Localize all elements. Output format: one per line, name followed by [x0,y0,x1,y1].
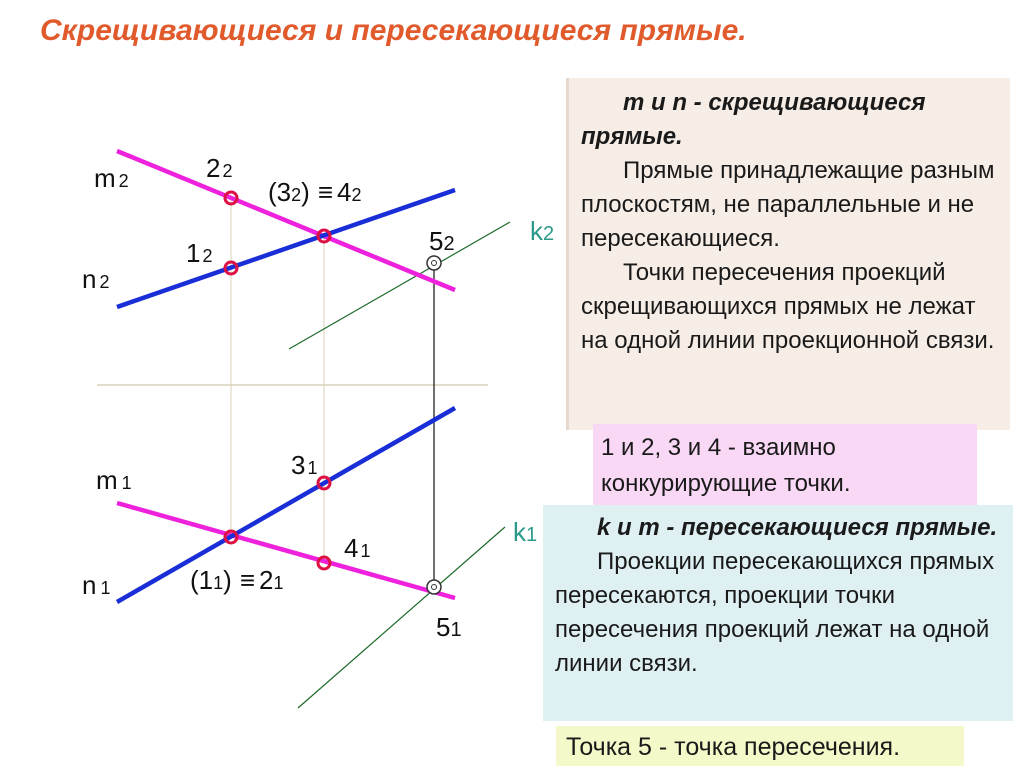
label-m1: m 1 [96,465,132,495]
line-n1 [117,408,455,602]
label-2-2: 2 2 [206,153,233,183]
concurrent-points-box [593,424,977,508]
concurrent-text: 1 и 2, 3 и 4 - взаимно конкурирующие точки. [601,434,851,497]
intersect-para: Проекции пересекающихся прямых пересекаются, проекции точки пересечения проекций лежат на одной линии связи. [555,548,995,677]
label-n1: n 1 [82,570,111,600]
point5-box [556,726,964,766]
skew-lines-box [566,78,1010,430]
intersecting-lines-box [543,505,1013,721]
label-5-2: 52 [429,226,455,256]
label-3-4-2: (32) ≡ 42 [268,177,362,207]
skew-para-1: Прямые принадлежащие разным плоскостям, не параллельные и не пересекающиеся. [581,157,995,252]
point5-text: Точка 5 - точка пересечения. [566,733,901,761]
point-5-2 [427,256,441,270]
label-5-1: 51 [436,612,462,642]
line-m2 [117,151,455,290]
line-n2 [117,190,455,307]
label-4-1: 4 1 [344,533,371,563]
label-k1: k1 [513,517,538,547]
line-m1 [117,503,455,598]
label-1-2-1: (11) ≡ 21 [190,565,284,595]
label-n2: n 2 [82,264,110,294]
intersect-heading: k и m - пересекающиеся прямые. [597,514,998,541]
point-5-1 [427,580,441,594]
label-1-2: 1 2 [186,238,213,268]
page-title: Скрещивающиеся и пересекающиеся прямые. [40,14,747,47]
label-k2: k2 [530,216,555,246]
line-k1 [298,527,505,708]
skew-heading: m и n - скрещивающиеся прямые. [581,89,926,150]
label-m2: m 2 [94,163,129,193]
skew-para-2: Точки пересечения проекций скрещивающихся прямых не лежат на одной линии проекционной связи. [581,259,995,354]
label-3-1: 3 1 [291,450,318,480]
